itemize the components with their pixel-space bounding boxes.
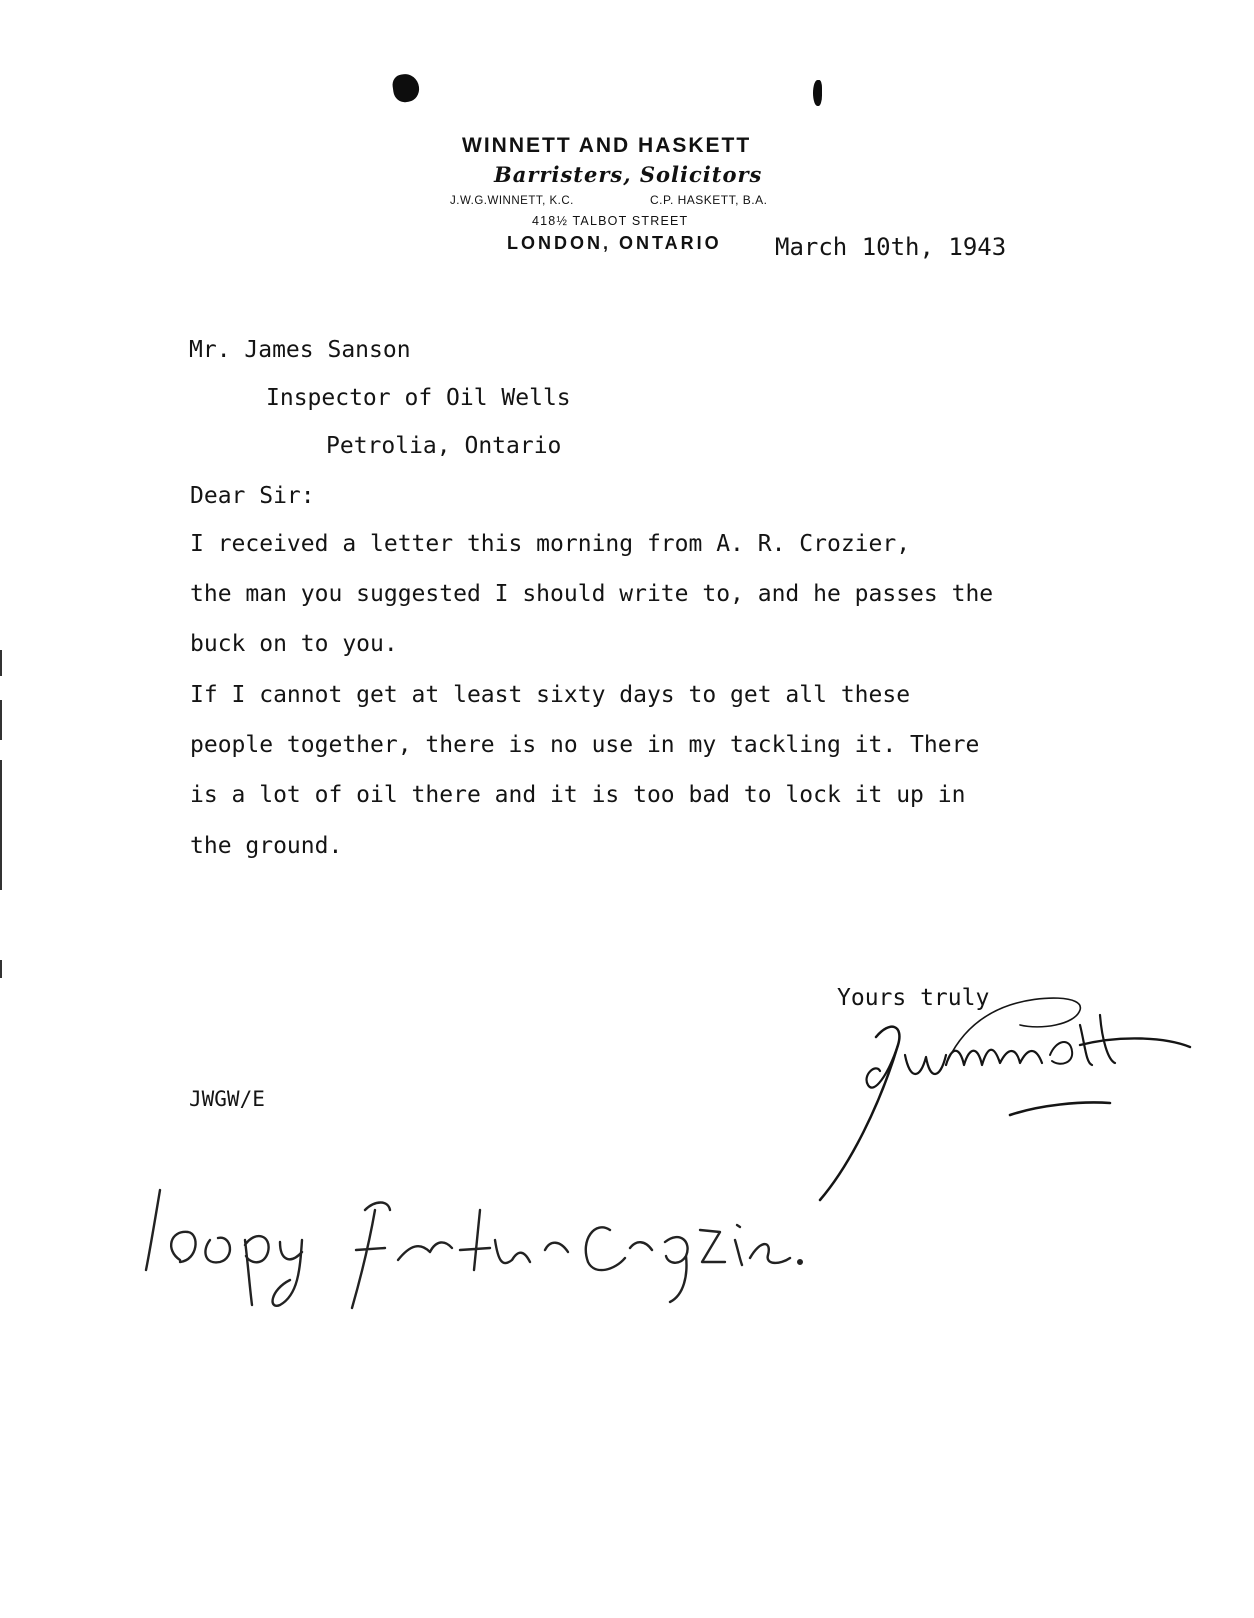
letterhead-partner-left: J.W.G.WINNETT, K.C. bbox=[450, 195, 574, 207]
letterhead-city: LONDON, ONTARIO bbox=[507, 233, 722, 253]
body-line: people together, there is no use in my tackling it. There bbox=[190, 732, 980, 758]
scan-edge-line bbox=[0, 960, 2, 978]
salutation: Dear Sir: bbox=[190, 483, 315, 509]
body-line: If I cannot get at least sixty days to get all these bbox=[190, 682, 911, 708]
letterhead-firm-name: WINNETT AND HASKETT bbox=[462, 134, 752, 157]
recipient-name: Mr. James Sanson bbox=[189, 337, 411, 363]
scan-edge-line bbox=[0, 760, 2, 890]
body-line: I received a letter this morning from A. R. Crozier, bbox=[190, 531, 911, 557]
body-line: the man you suggested I should write to, and he passes the bbox=[190, 581, 994, 607]
letterhead-subtitle: Barristers, Solicitors bbox=[494, 162, 763, 187]
body-line: the ground. bbox=[190, 833, 343, 859]
punch-hole-mark bbox=[391, 72, 421, 103]
body-line: is a lot of oil there and it is too bad to lock it up in bbox=[190, 782, 966, 808]
signature-mark bbox=[780, 985, 1240, 1215]
closing: Yours truly bbox=[837, 985, 990, 1011]
scan-edge-line bbox=[0, 650, 2, 676]
letter-date: March 10th, 1943 bbox=[775, 233, 1007, 261]
letterhead-partner-right: C.P. HASKETT, B.A. bbox=[650, 193, 768, 207]
body-line: buck on to you. bbox=[190, 631, 398, 657]
handwritten-note-mark bbox=[140, 1170, 820, 1310]
typist-initials: JWGW/E bbox=[189, 1087, 265, 1111]
punch-hole-mark bbox=[813, 80, 822, 106]
scan-edge-line bbox=[0, 700, 2, 740]
letterhead-street: 418½ TALBOT STREET bbox=[532, 214, 689, 228]
recipient-location: Petrolia, Ontario bbox=[326, 433, 562, 459]
recipient-title: Inspector of Oil Wells bbox=[266, 385, 571, 411]
